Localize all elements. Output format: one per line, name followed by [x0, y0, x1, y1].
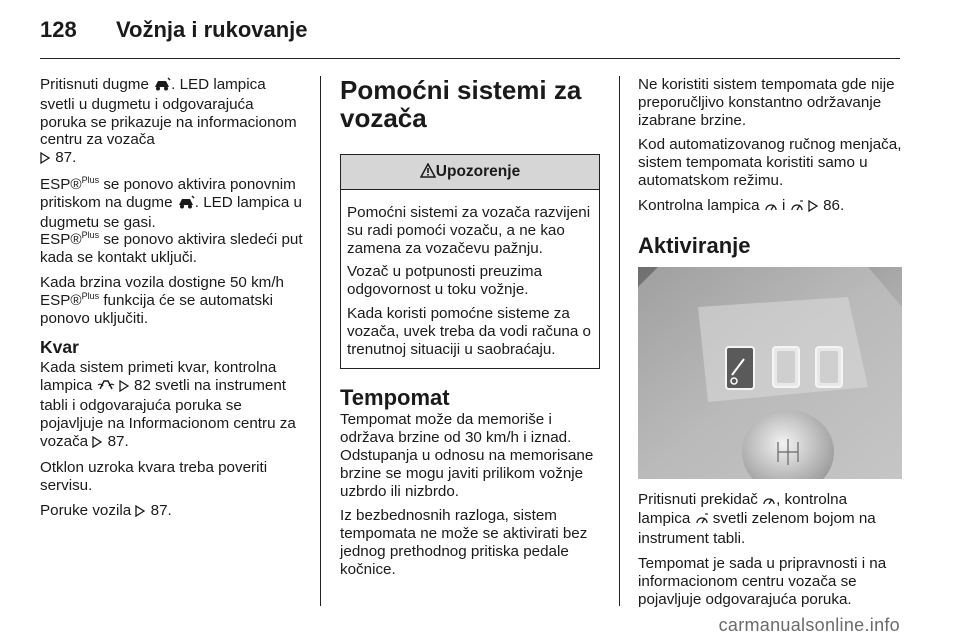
skid-warning-icon — [97, 378, 115, 397]
warning-body — [341, 190, 599, 368]
paragraph: ESP®$^{Plus}$ se ponovo aktivira ponovnim pritiskom na dugme . LED lampica u dugmetu se gasi. ESP®$^{Plus}$ se ponovo aktivira sledeći put kada se kontakt uključi. — [40, 174, 303, 267]
ref-arrow-icon — [40, 151, 51, 169]
subheading-aktiviranje: Aktiviranje — [638, 232, 751, 258]
page-number: 128 — [40, 17, 77, 42]
column-right — [638, 76, 902, 615]
esp-off-icon — [153, 77, 171, 96]
paragraph: Kada brzina vozila dostigne 50 km/h ESP®$^{Plus}$ funkcija će se automatski ponovo uključiti. — [40, 273, 284, 327]
paragraph: Tempomat može da memoriše i održava brzine od 30 km/h i iznad. Odstupanja u odnosu na memorisane brzine se mogu javiti prilikom vožnje uzbrdo ili nizbrdo. — [340, 411, 594, 500]
cruise-control-icon — [790, 199, 804, 217]
ref-arrow-icon — [135, 504, 146, 522]
column-middle — [340, 76, 604, 586]
ref-arrow-icon — [119, 379, 130, 397]
warning-text: Vozač u potpunosti preuzima odgovornost u toku vožnje. — [347, 263, 543, 299]
paragraph: Poruke vozila 87. — [40, 502, 304, 522]
warning-title: Upozorenje — [435, 163, 521, 180]
paragraph: Kontrolna lampica i 86. — [638, 197, 902, 217]
warning-box — [340, 154, 600, 369]
column-divider-2 — [619, 76, 620, 606]
warning-text: Pomoćni sistemi za vozača razvijeni su radi pomoći vozaču, a ne kao zamena za vozačevu pažnju. — [347, 204, 591, 257]
page-header-title: Vožnja i rukovanje — [116, 17, 308, 42]
paragraph: Pritisnuti dugme . LED lampica svetli u dugmetu i odgovarajuća poruka se prikazuje na informacionom centru za vozača 87. — [40, 76, 304, 169]
dashboard-switch-photo — [638, 267, 902, 479]
subheading-tempomat: Tempomat — [340, 385, 450, 411]
watermark: carmanualsonline.info — [718, 615, 900, 635]
cruise-control-icon — [695, 512, 709, 530]
esp-off-icon — [177, 195, 195, 214]
warning-text: Kada koristi pomoćne sisteme za vozača, uvek treba da vodi računa o trenutnoj situaciji u saobraćaju. — [347, 304, 591, 358]
paragraph: Iz bezbednosnih razloga, sistem tempomata ne može se aktivirati bez jednog prethodnog pritiska pedale kočnice. — [340, 507, 588, 578]
paragraph: Otklon uzroka kvara treba poveriti servisu. — [40, 459, 268, 495]
header-divider — [40, 58, 900, 59]
paragraph: Ne koristiti sistem tempomata gde nije preporučljivo konstantno održavanje izabrane brzine. — [638, 76, 895, 129]
warning-header — [341, 155, 599, 190]
subheading-kvar: Kvar — [40, 337, 79, 358]
column-left — [40, 76, 304, 529]
paragraph: Pritisnuti prekidač , kontrolna lampica svetli zelenom bojom na instrument tabli. — [638, 490, 876, 548]
cruise-control-icon — [764, 199, 778, 217]
ref-arrow-icon — [92, 435, 103, 453]
cruise-control-icon — [762, 493, 776, 511]
section-title: Pomoćni sistemi za vozača — [340, 75, 582, 133]
paragraph: Kod automatizovanog ručnog menjača, sistem tempomata koristiti samo u automatskom režimu. — [638, 136, 902, 189]
warning-triangle-icon — [420, 157, 436, 191]
paragraph: Tempomat je sada u pripravnosti i na informacionom centru vozača se pojavljuje odgovarajuća poruka. — [638, 554, 887, 608]
paragraph: Kada sistem primeti kvar, kontrolna lampica 82 svetli na instrument tabli i odgovarajuća poruka se pojavljuje na Informacionom centru za vozača 87. — [40, 359, 304, 452]
ref-arrow-icon — [808, 199, 819, 217]
column-divider-1 — [320, 76, 321, 606]
